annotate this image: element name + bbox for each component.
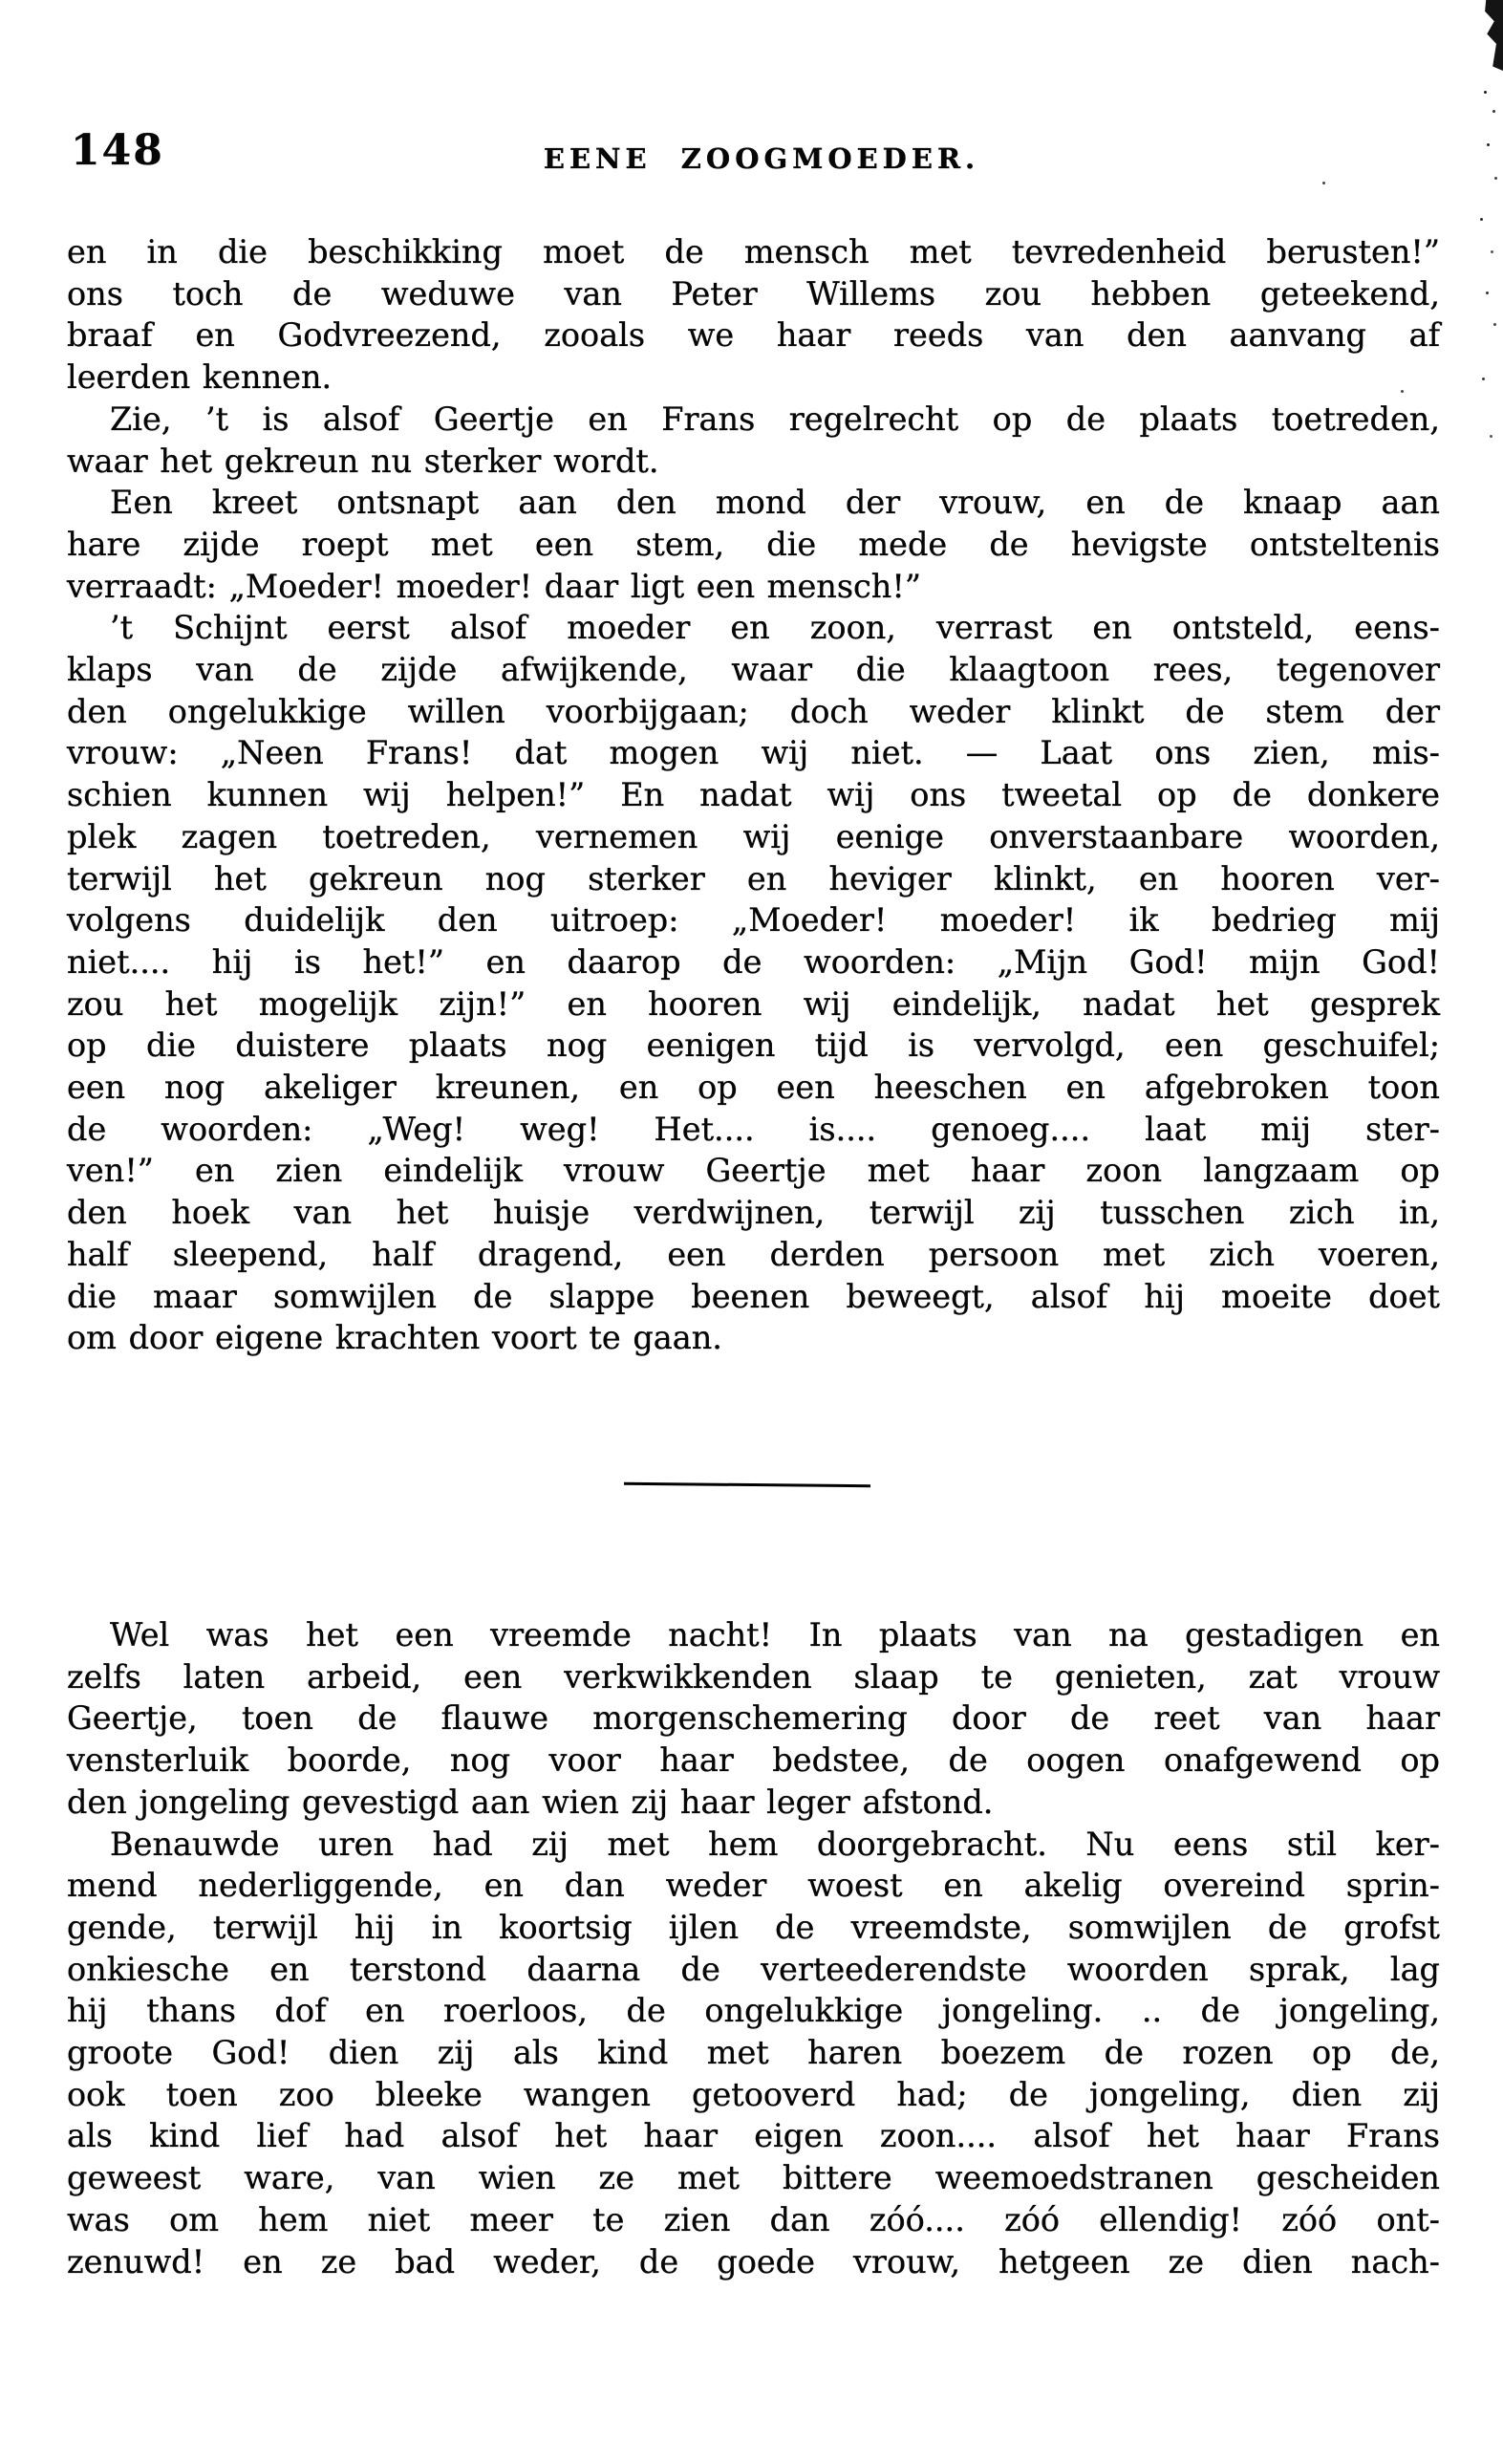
text-line: den ongelukkige willen voorbijgaan; doch weder klinkt de stem der (67, 692, 1440, 730)
text-line: groote God! dien zij als kind met haren boezem de rozen op de, (67, 2034, 1440, 2072)
text-line: was om hem niet meer te zien dan zóó.... zóó ellendig! zóó ont- (67, 2200, 1440, 2238)
text-line: Geertje, toen de flauwe morgenschemering door de reet van haar (67, 1699, 1440, 1738)
text-line: zelfs laten arbeid, een verkwikkenden slaap te genieten, zat vrouw (67, 1657, 1440, 1696)
text-line: als kind lief had alsof het haar eigen zoon.... alsof het haar Frans (67, 2117, 1440, 2155)
text-line: hare zijde roept met een stem, die mede de hevigste ontsteltenis (67, 525, 1440, 563)
text-line: op die duistere plaats nog eenigen tijd is vervolgd, een geschuifel; (67, 1027, 1440, 1065)
text-line: onkiesche en terstond daarna de verteederendste woorden sprak, lag (67, 1950, 1440, 1988)
text-line: ’t Schijnt eerst alsof moeder en zoon, verrast en ontsteld, eens- (110, 609, 1440, 647)
text-line: den jongeling gevestigd aan wien zij haar leger afstond. (67, 1783, 994, 1821)
scan-artifact-corner (1477, 0, 1503, 71)
text-line: vensterluik boorde, nog voor haar bedstee, de oogen onafgewend op (67, 1741, 1440, 1780)
text-block-2 (67, 1614, 1440, 2282)
text-line: niet.... hij is het!” en daarop de woorden: „Mijn God! mijn God! (67, 942, 1440, 981)
text-line: schien kunnen wij helpen!” En nadat wij ons tweetal op de donkere (67, 776, 1440, 814)
text-line: klaps van de zijde afwijkende, waar die klaagtoon rees, tegenover (67, 651, 1440, 689)
text-line: geweest ware, van wien ze met bittere weemoedstranen gescheiden (67, 2159, 1440, 2197)
text-line: Wel was het een vreemde nacht! In plaats van na gestadigen en (110, 1616, 1440, 1653)
page-number: 148 (71, 126, 164, 175)
text-line: mend nederliggende, en dan weder woest en akelig overeind sprin- (67, 1867, 1440, 1905)
text-line: Zie, ’t is alsof Geertje en Frans regelrecht op de plaats toetreden, (110, 400, 1440, 438)
text-line: de woorden: „Weg! weg! Het.... is.... genoeg.... laat mij ster- (67, 1110, 1440, 1148)
running-title: EENE ZOOGMOEDER. (543, 142, 980, 175)
text-line: ven!” en zien eindelijk vrouw Geertje met haar zoon langzaam op (67, 1152, 1440, 1190)
text-line: om door eigene krachten voort te gaan. (67, 1319, 722, 1357)
scan-speckles (0, 0, 3, 3)
text-line: zou het mogelijk zijn!” en hooren wij eindelijk, nadat het gesprek (67, 984, 1440, 1023)
text-line: plek zagen toetreden, vernemen wij eenige onverstaanbare woorden, (67, 817, 1440, 855)
text-line: waar het gekreun nu sterker wordt. (67, 442, 659, 480)
text-line: half sleepend, half dragend, een derden persoon met zich voeren, (67, 1235, 1440, 1273)
text-line: vrouw: „Neen Frans! dat mogen wij niet. — Laat ons zien, mis- (67, 734, 1440, 772)
text-line: den hoek van het huisje verdwijnen, terwijl zij tusschen zich in, (67, 1194, 1440, 1232)
text-line: en in die beschikking moet de mensch met tevredenheid berusten!” (67, 233, 1440, 270)
text-line: Een kreet ontsnapt aan den mond der vrouw, en de knaap aan (110, 484, 1440, 522)
text-line: Benauwde uren had zij met hem doorgebracht. Nu eens stil ker- (110, 1825, 1440, 1863)
text-line: ook toen zoo bleeke wangen getooverd had; de jongeling, dien zij (67, 2075, 1440, 2113)
section-divider (624, 1482, 870, 1487)
text-block-1 (67, 231, 1440, 1359)
text-line: leerden kennen. (67, 358, 333, 397)
text-line: volgens duidelijk den uitroep: „Moeder! moeder! ik bedrieg mij (67, 901, 1440, 940)
text-line: verraadt: „Moeder! moeder! daar ligt een mensch!” (67, 567, 921, 605)
text-line: zenuwd! en ze bad weder, de goede vrouw, hetgeen ze dien nach- (67, 2242, 1440, 2280)
text-line: ons toch de weduwe van Peter Willems zou hebben geteekend, (67, 274, 1440, 313)
text-line: terwijl het gekreun nog sterker en heviger klinkt, en hooren ver- (67, 859, 1440, 897)
text-line: een nog akeliger kreunen, en op een heeschen en afgebroken toon (67, 1069, 1440, 1107)
text-line: braaf en Godvreezend, zooals we haar reeds van den aanvang af (67, 316, 1440, 355)
text-line: hij thans dof en roerloos, de ongelukkige jongeling. .. de jongeling, (67, 1992, 1440, 2030)
text-line: gende, terwijl hij in koortsig ijlen de vreemdste, somwijlen de grofst (67, 1908, 1440, 1946)
text-line: die maar somwijlen de slappe beenen beweegt, alsof hij moeite doet (67, 1277, 1440, 1315)
